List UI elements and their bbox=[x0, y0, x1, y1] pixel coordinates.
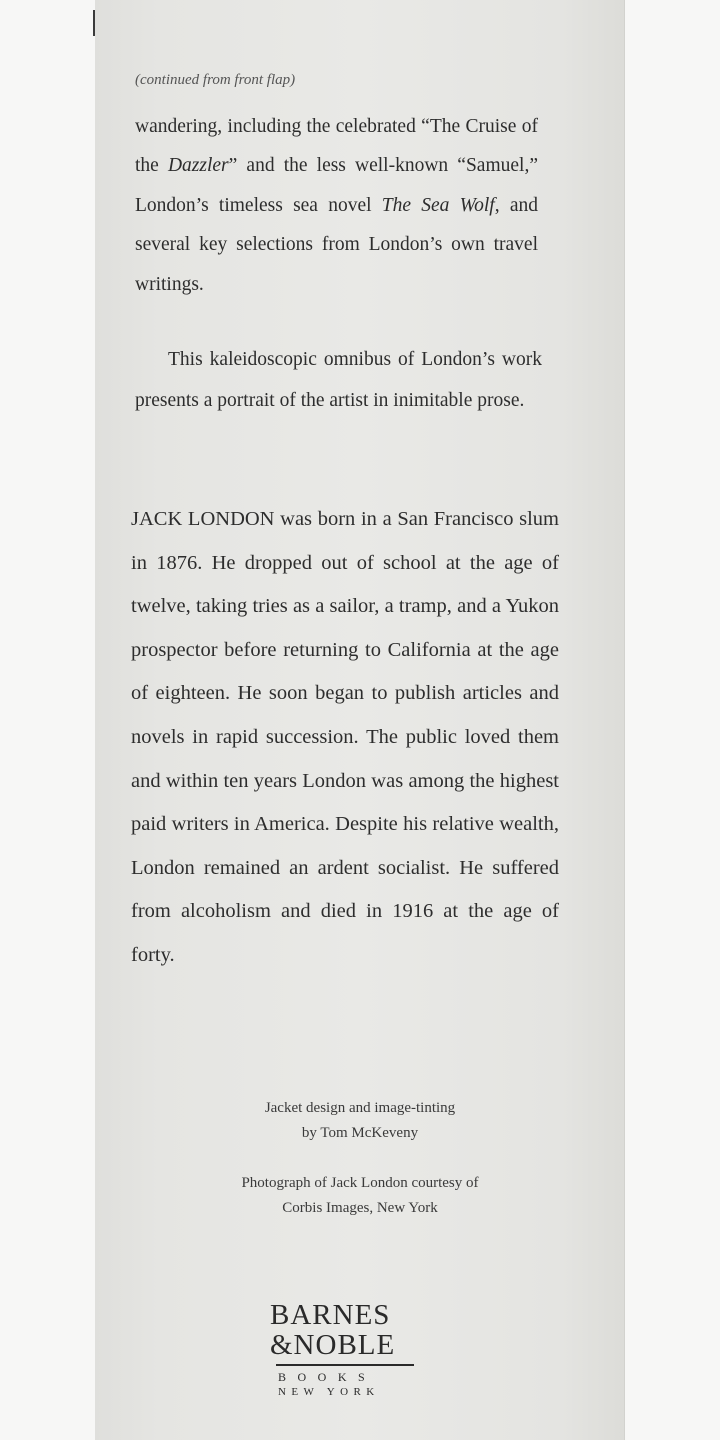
jacket-design-credit-line2: by Tom McKeveny bbox=[301, 1125, 419, 1141]
continued-note: (continued from front flap) bbox=[135, 72, 296, 88]
back-flap bbox=[95, 0, 625, 1440]
paragraph-text-segment: ” and the less well-known “Samuel,” London’s timeless sea novel bbox=[135, 155, 538, 216]
logo-barnes: BARNES bbox=[270, 1299, 391, 1331]
italic-title: The Sea Wolf bbox=[381, 194, 495, 216]
photo-credit-line1: Photograph of Jack London courtesy of bbox=[241, 1175, 479, 1191]
author-bio: JACK LONDON was born in a San Francisco slum in 1876. He dropped out of school at the age of twelve, taking tries as a sailor, a tramp, and a Yukon prospector before returning to California at the age of eighteen. He soon began to publish articles and novels in rapid succession. The public loved them and within ten years London was among the highest paid writers in America. Despite his relative wealth, London remained an ardent socialist. He suffered from alcoholism and died in 1916 at the age of forty. bbox=[131, 508, 559, 966]
photo-credit-line2: Corbis Images, New York bbox=[282, 1200, 438, 1216]
jacket-design-credit-line1: Jacket design and image-tinting bbox=[264, 1100, 456, 1116]
logo-new-york: NEW YORK bbox=[278, 1386, 380, 1398]
italic-title: Dazzler bbox=[167, 155, 229, 177]
description-paragraph-summary: This kaleidoscopic omnibus of London’s work presents a portrait of the artist in inimitable prose. bbox=[135, 349, 542, 411]
logo-rule bbox=[276, 1364, 414, 1366]
description-paragraph-continued bbox=[135, 107, 538, 304]
paragraph-text-segment: wandering, including the celebrated “The Cruise of the bbox=[135, 116, 538, 177]
logo-books: BOOKS bbox=[278, 1370, 377, 1384]
jacket-design-credit bbox=[155, 1096, 565, 1146]
paragraph-text-segment: , and several key selections from London’s own travel writings. bbox=[135, 194, 538, 295]
photo-credit bbox=[155, 1171, 565, 1221]
logo-noble: &NOBLE bbox=[270, 1329, 396, 1361]
publisher-logo bbox=[270, 1300, 430, 1399]
